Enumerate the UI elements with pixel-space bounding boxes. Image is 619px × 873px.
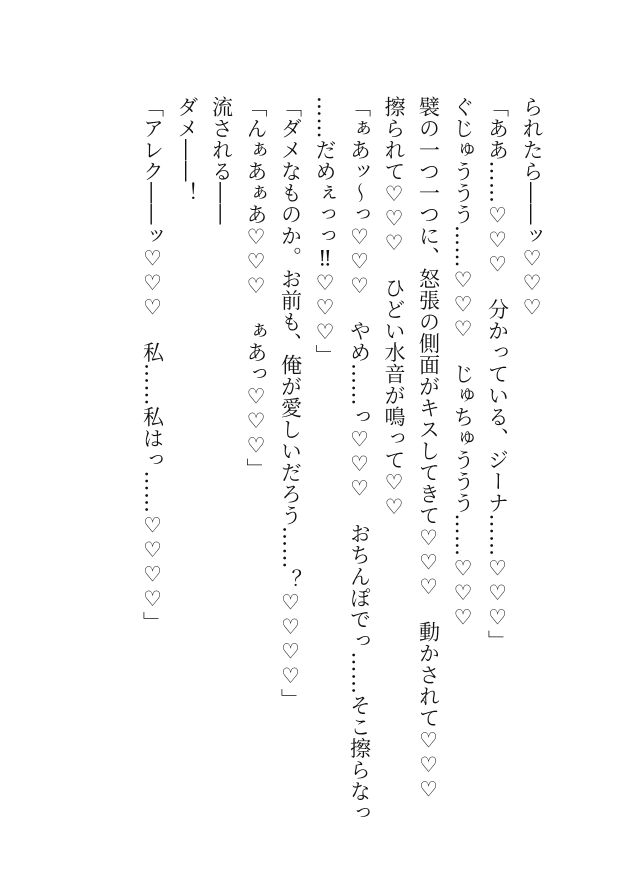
text-line: ……だめぇっっ‼♡♡♡」	[313, 96, 337, 366]
text-line: 擦られて♡♡♡ ひどい水音が鳴って♡♡	[382, 96, 406, 520]
text-line: 「アレク――ッ♡♡♡ 私……私はっ……♡♡♡♡」	[140, 96, 165, 633]
text-line: 襞の一つ一つに、怒張の側面がキスしてきて♡♡♡ 動かされて♡♡♡	[416, 96, 441, 802]
text-line: ぐじゅううう……♡♡♡ じゅちゅううう……♡♡♡	[451, 96, 475, 630]
text-line: 「ぁあッ～っ♡♡♡ やめ……っ♡♡♡ おちんぽでっ……そこ擦らなっ	[347, 96, 372, 824]
text-line: 流される――	[209, 96, 234, 225]
text-line: 「んぁあぁあ♡♡♡ ぁあっ♡♡♡」	[244, 96, 268, 480]
vertical-text-body	[135, 96, 549, 824]
text-line: 「ああ……♡♡♡ 分かっている、ジーナ……♡♡♡」	[485, 96, 510, 652]
text-line: 「ダメなものか。お前も、俺が愛しいだろう……？♡♡♡♡」	[278, 96, 303, 710]
text-line: られたら――ッ♡♡♡	[520, 96, 544, 320]
text-line: ダメ――！	[175, 96, 199, 204]
